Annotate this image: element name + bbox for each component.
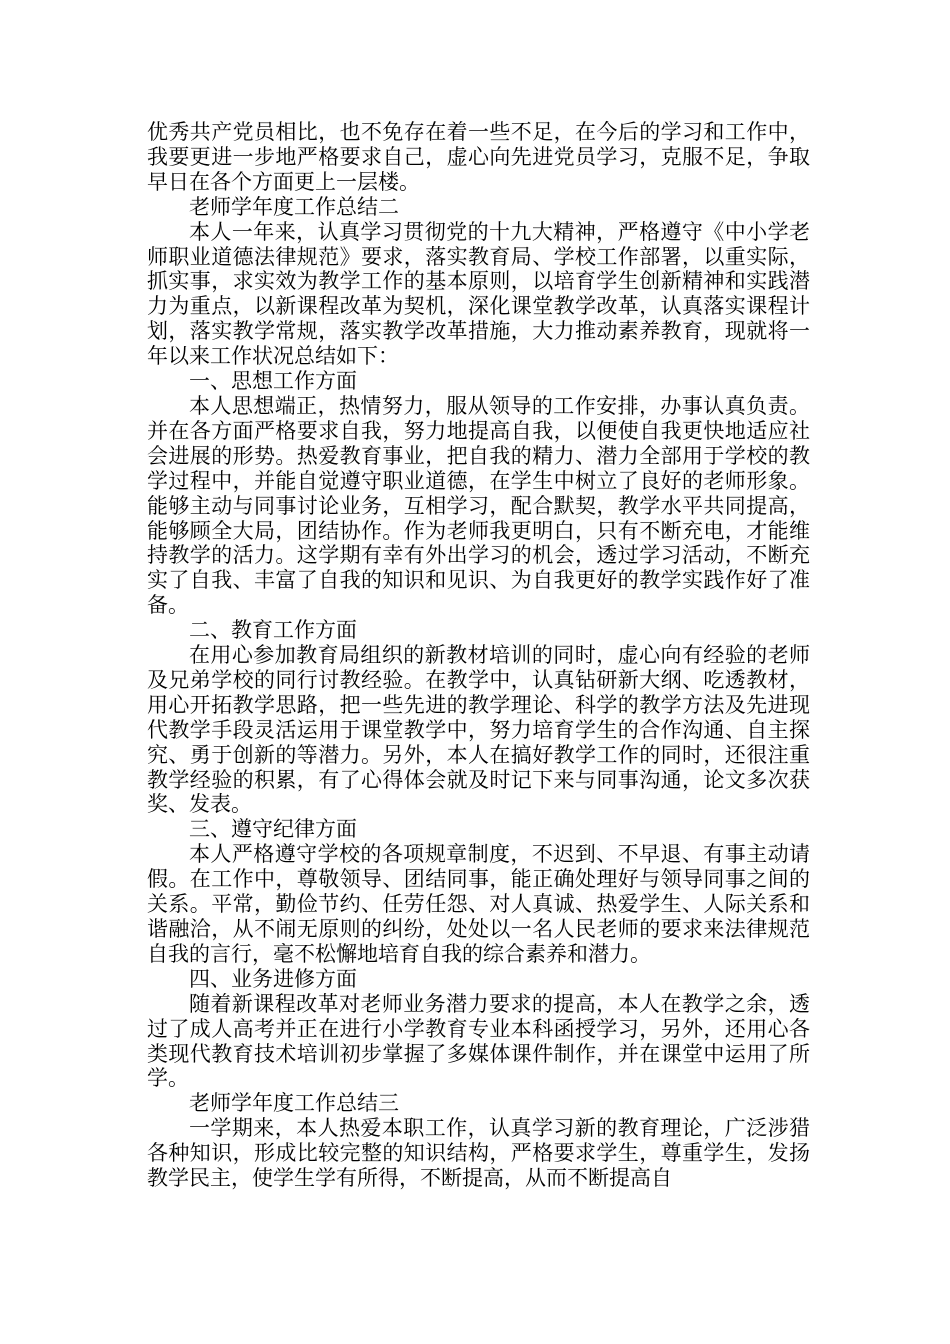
paragraph-professional-study: 随着新课程改革对老师业务潜力要求的提高，本人在教学之余，透过了成人高考并正在进行小学教育专业本科函授学习，另外，还用心各类现代教育技术培训初步掌握了多媒体课件制作，并在课堂中运用了所学。 [147, 991, 810, 1091]
paragraph-education-work: 在用心参加教育局组织的新教材培训的同时，虚心向有经验的老师及兄弟学校的同行讨教经验。在教学中，认真钻研新大纲、吃透教材，用心开拓教学思路，把一些先进的教学理论、科学的教学方法及先进现代教学手段灵活运用于课堂教学中，努力培育学生的合作沟通、自主探究、勇于创新的等潜力。另外，本人在搞好教学工作的同时，还很注重教学经验的积累，有了心得体会就及时记下来与同事沟通，论文多次获奖、发表。 [147, 643, 810, 817]
section-heading-summary-three: 老师学年度工作总结三 [189, 1091, 399, 1116]
paragraph-summary-two-intro: 本人一年来，认真学习贯彻党的十九大精神，严格遵守《中小学老师职业道德法律规范》要求，落实教育局、学校工作部署，以重实际，抓实事，求实效为教学工作的基本原则，以培育学生创新精神和实践潜力为重点，以新课程改革为契机，深化课堂教学改革，认真落实课程计划，落实教学常规，落实教学改革措施，大力推动素养教育，现就将一年以来工作状况总结如下： [147, 219, 810, 369]
subheading-discipline: 三、遵守纪律方面 [189, 817, 357, 842]
section-heading-summary-two: 老师学年度工作总结二 [189, 194, 399, 219]
paragraph-summary-three-intro: 一学期来，本人热爱本职工作，认真学习新的教育理论，广泛涉猎各种知识，形成比较完整的知识结构，严格要求学生，尊重学生，发扬教学民主，使学生学有所得，不断提高，从而不断提高自 [147, 1116, 810, 1191]
document-body [147, 120, 810, 1191]
subheading-education-work: 二、教育工作方面 [189, 618, 357, 643]
subheading-professional-study: 四、业务进修方面 [189, 966, 357, 991]
paragraph-discipline: 本人严格遵守学校的各项规章制度，不迟到、不早退、有事主动请假。在工作中，尊敬领导、团结同事，能正确处理好与领导同事之间的关系。平常，勤俭节约、任劳任怨、对人真诚、热爱学生、人际关系和谐融洽，从不闹无原则的纠纷，处处以一名人民老师的要求来法律规范自我的言行，毫不松懈地培育自我的综合素养和潜力。 [147, 842, 810, 966]
paragraph-intro-continuation: 优秀共产党员相比，也不免存在着一些不足，在今后的学习和工作中，我要更进一步地严格要求自己，虚心向先进党员学习，克服不足，争取早日在各个方面更上一层楼。 [147, 120, 810, 194]
paragraph-ideology: 本人思想端正，热情努力，服从领导的工作安排，办事认真负责。并在各方面严格要求自我，努力地提高自我，以便使自我更快地适应社会进展的形势。热爱教育事业，把自我的精力、潜力全部用于学校的教学过程中，并能自觉遵守职业道德，在学生中树立了良好的老师形象。能够主动与同事讨论业务，互相学习，配合默契，教学水平共同提高，能够顾全大局，团结协作。作为老师我更明白，只有不断充电，才能维持教学的活力。这学期有幸有外出学习的机会，透过学习活动，不断充实了自我、丰富了自我的知识和见识、为自我更好的教学实践作好了准备。 [147, 393, 810, 618]
subheading-ideology: 一、思想工作方面 [189, 369, 357, 394]
